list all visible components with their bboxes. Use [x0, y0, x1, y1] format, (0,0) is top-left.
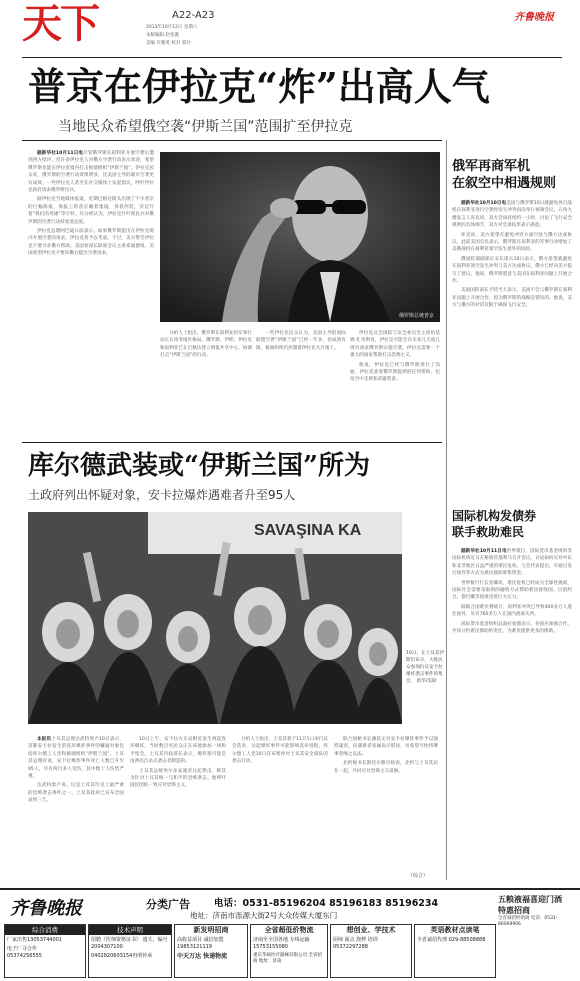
- masthead: [0, 0, 580, 62]
- story1-dateline: 据新华社10月11日电: [37, 151, 84, 156]
- ad-cell-2-title: 技术声明: [89, 925, 171, 935]
- protest-banner-text: SAVAŞINA KA: [254, 522, 362, 539]
- story1-body6: 伊拉克议会国防与安全委员会主席哈基姆·扎米利说，伊拉克可能会在未来几天或几周内请求俄罗斯实施空袭，伊拉克需要一个强大的国家帮助打击恐怖主义。: [350, 331, 440, 359]
- sidebar-divider: [446, 140, 447, 880]
- sidebar1-title-line1: 俄军再商军机: [452, 159, 531, 174]
- story1-col-b3: [350, 330, 440, 383]
- story2-body7: 北约秘书长斯托尔滕贝格说，北约与土耳其站在一起，共同应对恐怖主义威胁。: [334, 761, 438, 774]
- protest-photo-image: [28, 512, 402, 724]
- story1-rule: [22, 140, 442, 141]
- protest-photo-caption: 10日，在土耳其伊斯坦布尔，大批民众参加抗议安卡拉爆炸袭击事件的集会。 新华/美联: [406, 651, 445, 684]
- story2-col-1: [28, 736, 124, 882]
- section-title: 天下: [22, 0, 98, 47]
- story2-headline: [28, 450, 370, 482]
- ad-cell-6: [414, 924, 496, 978]
- ad-cell-1-text: 厂家出售13053744001: [7, 937, 62, 943]
- story1-subhead: 当地民众希望俄空袭“伊斯兰国”范围扩至伊拉克: [58, 119, 353, 135]
- ad-cell-1: [4, 924, 86, 978]
- story2-rule-top: [22, 442, 442, 443]
- sidebar1-body1: 美国与俄罗斯10日就避免各自战机在叙利亚进行空袭时发生冲突再次举行视频会议。五角大楼发言人库克说，双方会谈持续约一小时，讨论了飞行安全规则的具体细节，双方对会谈结果表示满意。: [452, 201, 572, 229]
- date-line: 2013年10月12日 星期六: [146, 25, 198, 30]
- ad-cell-4: [250, 924, 328, 978]
- sidebar1-title: [452, 158, 572, 192]
- paper-logo: 齐鲁晚报: [514, 12, 554, 23]
- ad-cell-2-extra: 0402820603154冉明传承: [91, 953, 153, 959]
- sidebar2-body: [452, 548, 572, 882]
- sidebar2-title: [452, 508, 572, 540]
- story1-col-b1: [160, 330, 252, 378]
- story2-body3: 10日上午，安卡拉火车站附近发生两起连环爆炸，当时数百名民众正在该地参加一场和平集会。土耳其内政部长表示，爆炸很可能是由两名自杀式袭击者制造的。: [130, 737, 226, 765]
- sidebar1-body3: 俄国防部副部长安东诺夫10日表示，俄方希望就避免在叙利亚领空发生冲突与美方达成协议，俄方已经向美方提交了建议。他说，俄罗斯愿意与美国在叙利亚问题上开展合作。: [452, 256, 572, 285]
- sidebar2-body1: 世界银行、国际货币基金组织等国际机构近日在秘鲁首都利马召开会议，讨论如何应对中东和北非地区日益严重的难民危机。与会代表提出，可通过发行债券等方式为难民救助筹集资金。: [452, 549, 572, 577]
- ad-cell-2: [88, 924, 172, 978]
- story2-col-2: [130, 736, 226, 882]
- ad-cell-3-title: 新发明招商: [193, 926, 229, 934]
- ad-cell-3-extra: 中天万达 快递物流: [177, 953, 228, 960]
- story2-headline-pre: 库尔德武装或: [28, 451, 185, 481]
- ad-cell-1-phone: 05374256555: [7, 953, 42, 959]
- story1-body3: 伊拉克总理阿巴迪日前表示，如果俄罗斯提出在伊拉克境内开展空袭的请求，伊拉克将予以考虑。不过，美方警告伊拉克不要寻求俄方帮助。美国参谋长联席会议主席邓福德说，美国希望伊拉克不要向俄方提出空袭请求。: [28, 229, 154, 257]
- ad-bar: [0, 892, 580, 981]
- ad-cell-4-brief: 重庆华硕医疗器械有限公司 全省招商 地址：济南: [253, 953, 322, 964]
- story1-body1: 尽管俄罗斯在叙利亚开展空袭后遭到西方批评，但许多伊拉克人对俄方空袭行动表示欢迎，希望俄罗斯也能在伊拉克境内打击极端组织“伊斯兰国”。伊拉克民众说，俄罗斯的空袭行动效果明显，比美国主导的联军空袭更有成效。一些伊拉克人甚至在社交媒体上发起倡议，呼吁伊拉克政府请求俄罗斯出兵。: [28, 151, 154, 194]
- story2-byline: 本报讯: [37, 737, 52, 742]
- story1-headline-post: 出高人气: [337, 64, 490, 109]
- story2-body5: 分析人士指出，土耳其将于11月1日举行议会选举，这起爆炸事件可能影响选举进程。库尔德工人党10日宣布暂停对土耳其安全部队的袭击行动。: [232, 737, 328, 765]
- ad-cell-5-title: 想创业、学技术: [346, 926, 396, 934]
- ad-cell-5: [330, 924, 412, 978]
- putin-photo-image: [160, 152, 440, 322]
- ad-cell-4-text: 济南至全国各地 专线运输 15753155080: [253, 937, 310, 950]
- story1-body7: 他说，伊拉克已经与俄罗斯进行了沟通，伊拉克欢迎俄罗斯提供的任何帮助，包括空中支援和武器装备。: [350, 362, 440, 383]
- story2-source-tag: （综合）: [408, 873, 429, 879]
- ad-bar-rule: [0, 888, 580, 890]
- design-line: 美编 许雅英 校对 郭玲: [146, 41, 191, 46]
- ad-cell-2-text: 招聘《医师资格证书》 遗失，编号2004307100: [91, 937, 168, 950]
- story1-body2: 据伊拉克当地媒体报道，近期巴格达街头出现了不少普京的巨幅海报，海报上的普京戴着墨镜、身着西装，旁边写着“我们的英雄”等字样。有分析认为，伊拉克什叶派民兵对俄罗斯的空袭行动持欢迎态度。: [28, 197, 154, 225]
- sidebar1-body2: 库克说，美方希望在避免冲突方面尽快与俄方达成协议。此前美国官员表示，俄罗斯在叙利亚的军事行动增加了美俄战机在叙利亚领空发生意外的风险。: [452, 232, 572, 253]
- ad-right-title-line1: 五粮液福喜迎门酒: [498, 895, 562, 904]
- story1-headline-pre: 普京在伊拉克: [28, 64, 257, 109]
- ad-right-title-line2: 特惠招商: [498, 906, 530, 915]
- story2-headline-post: 所为: [317, 451, 370, 481]
- story1-body5: 一些伊拉克民众认为，美国主导的国际联盟空袭“伊斯兰国”已经一年多，但成效有限，极端组织仍控制着伊拉克大片领土。: [256, 331, 346, 351]
- ad-address-line: 地址：济南市泺源大街2号大众传媒大厦东门: [190, 911, 338, 920]
- sidebar2-title-line2: 联手救助难民: [452, 525, 525, 539]
- story2-body6: 联合国秘书长潘基文对安卡拉爆炸事件予以强烈谴责，向遇难者家属表示慰问，并希望尽快将肇事者绳之以法。: [334, 737, 438, 757]
- sidebar1-dateline: 据新华社10月10日电: [461, 201, 507, 206]
- story1-col-left: [28, 150, 154, 378]
- sidebar2-body3: 据联合国难民署统计，叙利亚冲突已导致400多万人逃往国外，另有760多万人在国内流离失所。: [452, 604, 572, 618]
- ad-cell-3-text: 高收益项目 诚招加盟 19853121119: [177, 937, 224, 950]
- ad-cell-6-text: 全省诚招代理 029-88508888: [417, 937, 486, 943]
- ad-cell-5-text: 厨师 面点 烧烤 培训 05372297288: [333, 937, 378, 950]
- sidebar2-body2: 世界银行行长金墉说，难民危机已经成为全球性挑战，国际社会需要采取新的融资方式帮助难民接收国。目前约旦、黎巴嫩等国承受着巨大压力。: [452, 580, 572, 601]
- protest-photo: [28, 512, 402, 724]
- story2-col-4: [334, 736, 438, 882]
- page-range: A22-A23: [172, 10, 215, 21]
- story1-headline-quote: “炸”: [256, 64, 338, 109]
- ad-right-note: 全省诚招经销商 电话：0531-86069906: [498, 916, 558, 927]
- ad-label: 分类广告: [146, 898, 190, 911]
- sidebar2-body4: 国际货币基金组织总裁拉加德表示，各国应加强合作，共同分担难民救助的责任，为难民提供更多的援助。: [452, 621, 572, 635]
- story2-subhead: 土政府列出怀疑对象，安卡拉爆炸遇难者升至95人: [28, 488, 296, 502]
- ad-phone-line: 电话：0531-85196204 85196183 85196234: [214, 898, 439, 909]
- ad-cell-1-extra: 电子厂寻合作: [7, 946, 38, 952]
- ad-cell-1-title: 综合消费: [5, 925, 85, 935]
- sidebar1-title-line2: 在叙空中相遇规则: [452, 176, 557, 191]
- sidebar1-body4: 美国国防部长卡特当天表示，美国不会与俄罗斯在叙利亚问题上开展合作，因为俄罗斯的战略是错误的。他说，美方与俄方的对话仅限于确保飞行安全。: [452, 288, 572, 309]
- putin-photo: [160, 152, 440, 322]
- ad-cell-3: [174, 924, 248, 978]
- masthead-rule: [22, 57, 562, 58]
- ad-logo: 齐鲁晚报: [10, 898, 82, 919]
- sidebar2-dateline: 据新华社10月11日电: [461, 549, 507, 554]
- story2-col-3: [232, 736, 328, 882]
- story2-headline-quote: “伊斯兰国”: [184, 451, 318, 481]
- sidebar2-title-line1: 国际机构发债券: [452, 509, 537, 523]
- story2-body4: 土耳其总统埃尔多安谴责这起袭击，称其为针对土耳其统一与和平的恐怖袭击。他呼吁国民团结一致应对恐怖主义。: [130, 768, 226, 789]
- story1-headline: [28, 64, 490, 110]
- ad-cell-6-title: 英语教材点读笔: [430, 926, 480, 934]
- story1-body4: 分析人士指出，俄罗斯在叙利亚的军事行动正在改变地区格局。俄罗斯、伊朗、伊拉克和叙利亚已在巴格达建立情报共享中心，协调打击“伊斯兰国”的行动。: [160, 331, 252, 359]
- putin-photo-caption: 俄罗斯总统普京: [398, 313, 434, 319]
- ad-right-title: [498, 894, 578, 928]
- sidebar1-body: [452, 200, 572, 500]
- story1-col-b2: [256, 330, 346, 378]
- story2-body1: 土耳其总理达武特奥卢10日表示，首都安卡拉发生的连环爆炸事件的嫌疑对象包括库尔德工人党和极端组织“伊斯兰国”。土耳其总理府说，安卡拉爆炸事件死亡人数已升至95人，另有两百多人受伤，其中数十人伤势严重。: [28, 737, 124, 780]
- ad-cell-4-title: 全省超低价物流: [264, 926, 314, 934]
- story2-body2: 达武特奥卢说，这是土耳其历史上最严重的恐怖袭击事件之一。土耳其政府已宣布全国哀悼三天。: [28, 783, 124, 804]
- editor-line: 本版编辑 赵希冀: [146, 33, 179, 38]
